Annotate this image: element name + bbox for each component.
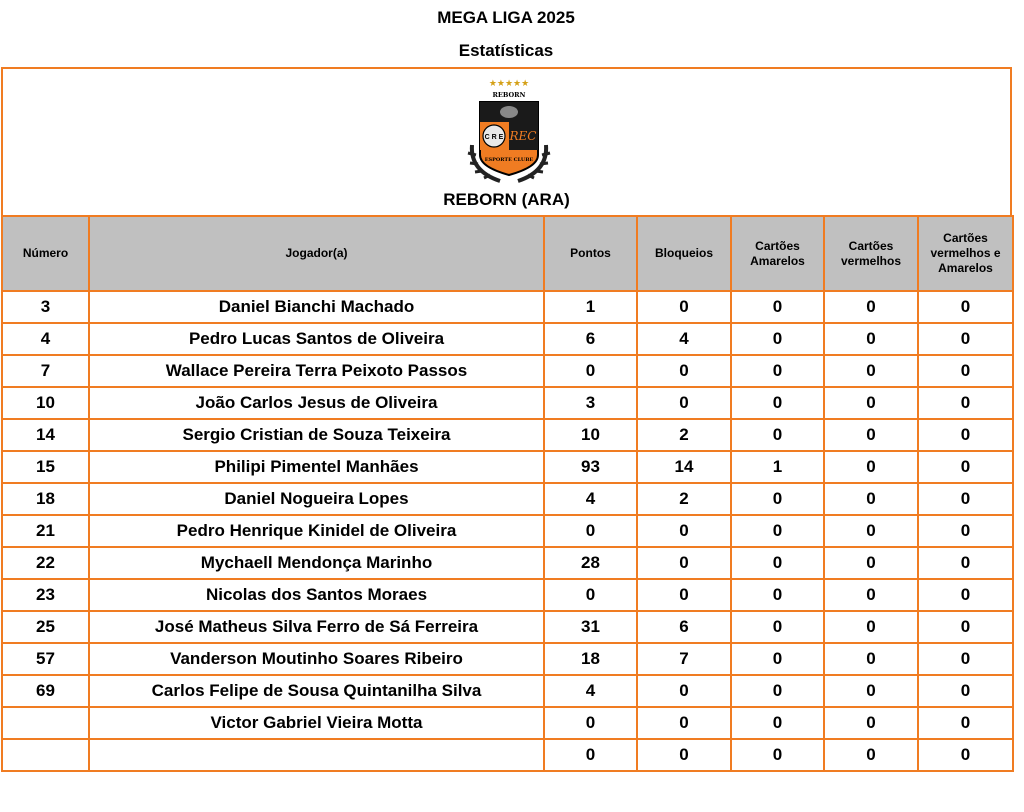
cell-amarelos: 0 — [731, 739, 824, 771]
table-row — [2, 515, 1013, 547]
cell-pontos: 6 — [544, 323, 637, 355]
cell-vermelhos: 0 — [824, 355, 918, 387]
table-row — [2, 387, 1013, 419]
cell-pontos: 10 — [544, 419, 637, 451]
cell-amarelos: 0 — [731, 483, 824, 515]
cell-vermelhos-amarelos: 0 — [918, 291, 1013, 323]
cell-jogador — [89, 739, 544, 771]
cell-numero: 22 — [2, 547, 89, 579]
cell-bloqueios: 0 — [637, 387, 731, 419]
col-header-amarelos: Cartões Amarelos — [731, 216, 824, 291]
cell-numero — [2, 739, 89, 771]
cell-vermelhos: 0 — [824, 451, 918, 483]
cell-vermelhos: 0 — [824, 387, 918, 419]
col-header-vermelhos: Cartões vermelhos — [824, 216, 918, 291]
cell-jogador: Sergio Cristian de Souza Teixeira — [89, 419, 544, 451]
col-header-pontos: Pontos — [544, 216, 637, 291]
table-header-row — [2, 216, 1013, 291]
cell-vermelhos-amarelos: 0 — [918, 387, 1013, 419]
cell-jogador: Nicolas dos Santos Moraes — [89, 579, 544, 611]
col-header-numero: Número — [2, 216, 89, 291]
cell-jogador: Pedro Lucas Santos de Oliveira — [89, 323, 544, 355]
table-row — [2, 739, 1013, 771]
cell-vermelhos: 0 — [824, 291, 918, 323]
table-row — [2, 611, 1013, 643]
cell-jogador: Vanderson Moutinho Soares Ribeiro — [89, 643, 544, 675]
cell-amarelos: 0 — [731, 355, 824, 387]
stats-table — [1, 215, 1014, 772]
cell-jogador: Victor Gabriel Vieira Motta — [89, 707, 544, 739]
table-row — [2, 483, 1013, 515]
cell-amarelos: 0 — [731, 547, 824, 579]
cell-bloqueios: 0 — [637, 739, 731, 771]
cell-jogador: Mychaell Mendonça Marinho — [89, 547, 544, 579]
cell-bloqueios: 0 — [637, 707, 731, 739]
cell-numero: 23 — [2, 579, 89, 611]
cell-vermelhos: 0 — [824, 675, 918, 707]
cell-jogador: Wallace Pereira Terra Peixoto Passos — [89, 355, 544, 387]
cell-jogador: Carlos Felipe de Sousa Quintanilha Silva — [89, 675, 544, 707]
table-row — [2, 675, 1013, 707]
cell-jogador: José Matheus Silva Ferro de Sá Ferreira — [89, 611, 544, 643]
cell-bloqueios: 6 — [637, 611, 731, 643]
cell-vermelhos: 0 — [824, 419, 918, 451]
cell-pontos: 0 — [544, 579, 637, 611]
cell-jogador: Daniel Bianchi Machado — [89, 291, 544, 323]
cell-numero: 7 — [2, 355, 89, 387]
cell-vermelhos-amarelos: 0 — [918, 483, 1013, 515]
cell-amarelos: 0 — [731, 707, 824, 739]
cell-amarelos: 0 — [731, 323, 824, 355]
cell-amarelos: 0 — [731, 515, 824, 547]
cell-bloqueios: 2 — [637, 483, 731, 515]
cell-vermelhos-amarelos: 0 — [918, 323, 1013, 355]
cell-pontos: 0 — [544, 739, 637, 771]
cell-vermelhos: 0 — [824, 611, 918, 643]
table-row — [2, 547, 1013, 579]
cell-vermelhos: 0 — [824, 515, 918, 547]
table-row — [2, 291, 1013, 323]
svg-text:C R E: C R E — [484, 134, 504, 141]
cell-amarelos: 0 — [731, 611, 824, 643]
table-row — [2, 355, 1013, 387]
cell-numero: 14 — [2, 419, 89, 451]
cell-bloqueios: 7 — [637, 643, 731, 675]
cell-jogador: João Carlos Jesus de Oliveira — [89, 387, 544, 419]
table-row — [2, 643, 1013, 675]
cell-numero: 69 — [2, 675, 89, 707]
cell-numero — [2, 707, 89, 739]
team-name: REBORN (ARA) — [443, 190, 570, 209]
cell-amarelos: 0 — [731, 643, 824, 675]
table-row — [2, 451, 1013, 483]
cell-pontos: 18 — [544, 643, 637, 675]
crest-stars: ★★★★★ — [488, 78, 530, 88]
cell-amarelos: 0 — [731, 675, 824, 707]
cell-vermelhos-amarelos: 0 — [918, 675, 1013, 707]
crest-monogram: REC — [509, 129, 537, 143]
cell-vermelhos-amarelos: 0 — [918, 515, 1013, 547]
cell-amarelos: 0 — [731, 419, 824, 451]
cell-pontos: 0 — [544, 515, 637, 547]
cell-bloqueios: 0 — [637, 675, 731, 707]
cell-vermelhos: 0 — [824, 483, 918, 515]
cell-bloqueios: 0 — [637, 515, 731, 547]
team-header — [1, 67, 1012, 217]
cell-pontos: 28 — [544, 547, 637, 579]
cell-numero: 21 — [2, 515, 89, 547]
cell-pontos: 1 — [544, 291, 637, 323]
cell-bloqueios: 14 — [637, 451, 731, 483]
cell-pontos: 4 — [544, 483, 637, 515]
cell-vermelhos-amarelos: 0 — [918, 451, 1013, 483]
cell-pontos: 0 — [544, 707, 637, 739]
cell-vermelhos-amarelos: 0 — [918, 547, 1013, 579]
col-header-jogador: Jogador(a) — [89, 216, 544, 291]
cell-bloqueios: 4 — [637, 323, 731, 355]
cell-vermelhos-amarelos: 0 — [918, 739, 1013, 771]
crest-bottom-text: ESPORTE CLUBE — [484, 157, 534, 163]
cell-vermelhos-amarelos: 0 — [918, 419, 1013, 451]
cell-vermelhos-amarelos: 0 — [918, 707, 1013, 739]
cell-numero: 10 — [2, 387, 89, 419]
cell-numero: 15 — [2, 451, 89, 483]
cell-jogador: Philipi Pimentel Manhães — [89, 451, 544, 483]
cell-amarelos: 1 — [731, 451, 824, 483]
cell-pontos: 3 — [544, 387, 637, 419]
crest-top-text: REBORN — [492, 91, 526, 99]
cell-pontos: 93 — [544, 451, 637, 483]
cell-numero: 3 — [2, 291, 89, 323]
table-row — [2, 323, 1013, 355]
cell-vermelhos-amarelos: 0 — [918, 643, 1013, 675]
cell-pontos: 4 — [544, 675, 637, 707]
cell-pontos: 31 — [544, 611, 637, 643]
page-subtitle: Estatísticas — [458, 41, 554, 60]
cell-bloqueios: 0 — [637, 355, 731, 387]
cell-bloqueios: 2 — [637, 419, 731, 451]
cell-amarelos: 0 — [731, 579, 824, 611]
team-crest-logo — [450, 75, 568, 193]
cell-vermelhos: 0 — [824, 323, 918, 355]
table-row — [2, 707, 1013, 739]
cell-amarelos: 0 — [731, 387, 824, 419]
cell-bloqueios: 0 — [637, 579, 731, 611]
cell-numero: 25 — [2, 611, 89, 643]
cell-vermelhos-amarelos: 0 — [918, 355, 1013, 387]
cell-vermelhos-amarelos: 0 — [918, 611, 1013, 643]
cell-pontos: 0 — [544, 355, 637, 387]
cell-numero: 18 — [2, 483, 89, 515]
cell-bloqueios: 0 — [637, 291, 731, 323]
cell-numero: 57 — [2, 643, 89, 675]
page-title: MEGA LIGA 2025 — [437, 8, 575, 27]
col-header-vermelhos-amarelos: Cartões vermelhos e Amarelos — [918, 216, 1013, 291]
table-row — [2, 419, 1013, 451]
cell-jogador: Pedro Henrique Kinidel de Oliveira — [89, 515, 544, 547]
cell-vermelhos: 0 — [824, 579, 918, 611]
cell-vermelhos: 0 — [824, 643, 918, 675]
cell-vermelhos: 0 — [824, 547, 918, 579]
cell-vermelhos: 0 — [824, 707, 918, 739]
cell-bloqueios: 0 — [637, 547, 731, 579]
cell-vermelhos: 0 — [824, 739, 918, 771]
cell-vermelhos-amarelos: 0 — [918, 579, 1013, 611]
cell-numero: 4 — [2, 323, 89, 355]
cell-amarelos: 0 — [731, 291, 824, 323]
col-header-bloqueios: Bloqueios — [637, 216, 731, 291]
table-row — [2, 579, 1013, 611]
cell-jogador: Daniel Nogueira Lopes — [89, 483, 544, 515]
